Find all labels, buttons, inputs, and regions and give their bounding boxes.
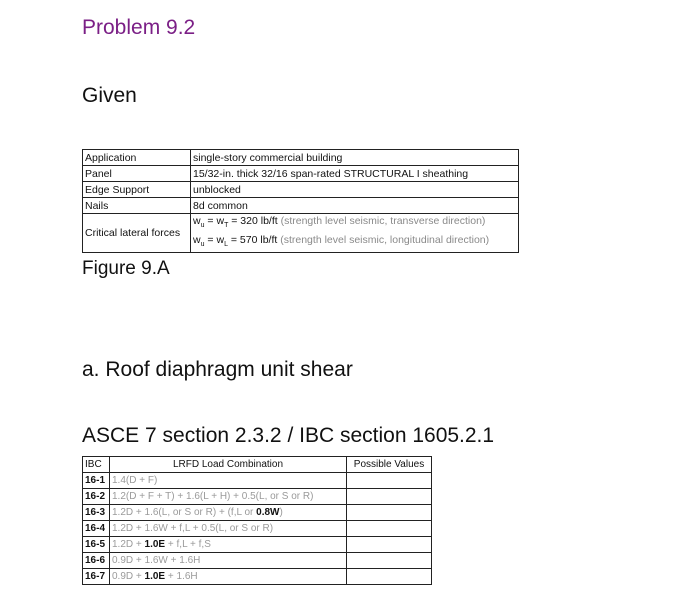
part-a-heading: a. Roof diaphragm unit shear: [82, 358, 353, 381]
table-row: [83, 569, 432, 585]
possible-values-cell[interactable]: [347, 553, 432, 569]
force-line-longitudinal: $w_u = w_L = 570$ lb/ft (strength level seismic, longitudinal direction): [193, 234, 490, 249]
combo-formula: 0.9D + 1.0E + 1.6H: [110, 569, 347, 585]
table-row: [83, 505, 432, 521]
given-row: [83, 198, 519, 214]
given-value-forces: [191, 214, 519, 253]
possible-values-cell[interactable]: [347, 569, 432, 585]
header-combo: LRFD Load Combination: [110, 457, 347, 473]
table-row: [83, 489, 432, 505]
lrfd-header-row: [83, 457, 432, 473]
combo-id: 16-1: [83, 473, 110, 489]
combo-formula: 1.2D + 1.0E + f,L + f,S: [110, 537, 347, 553]
combo-formula: 1.2D + 1.6(L, or S or R) + (f,L or 0.8W): [110, 505, 347, 521]
given-row: [83, 182, 519, 198]
possible-values-cell[interactable]: [347, 473, 432, 489]
combo-formula: 0.9D + 1.6W + 1.6H: [110, 553, 347, 569]
given-key: Nails: [83, 198, 191, 214]
combo-formula: 1.2D + 1.6W + f,L + 0.5(L, or S or R): [110, 521, 347, 537]
given-row: [83, 166, 519, 182]
asce-heading: ASCE 7 section 2.3.2 / IBC section 1605.2.1: [82, 424, 495, 447]
header-ibc: IBC: [83, 457, 110, 473]
given-heading: Given: [82, 84, 137, 107]
table-row: [83, 553, 432, 569]
given-value: single-story commercial building: [191, 150, 519, 166]
table-row: [83, 473, 432, 489]
force-line-transverse: $w_u = w_T = 320$ lb/ft (strength level seismic, transverse direction): [193, 215, 486, 230]
given-key: Panel: [83, 166, 191, 182]
possible-values-cell[interactable]: [347, 521, 432, 537]
page-title: Problem 9.2: [82, 16, 196, 39]
table-row: [83, 521, 432, 537]
header-possible-values: Possible Values: [347, 457, 432, 473]
lrfd-table: [82, 456, 432, 585]
possible-values-cell[interactable]: [347, 537, 432, 553]
given-value: 15/32-in. thick 32/16 span-rated STRUCTURAL I sheathing: [191, 166, 519, 182]
figure-label: Figure 9.A: [82, 258, 170, 279]
given-row: [83, 150, 519, 166]
given-key: Application: [83, 150, 191, 166]
given-value: unblocked: [191, 182, 519, 198]
given-table: [82, 149, 519, 253]
combo-id: 16-3: [83, 505, 110, 521]
table-row: [83, 537, 432, 553]
given-row-critical: [83, 214, 519, 253]
possible-values-cell[interactable]: [347, 505, 432, 521]
combo-id: 16-7: [83, 569, 110, 585]
combo-id: 16-6: [83, 553, 110, 569]
combo-id: 16-5: [83, 537, 110, 553]
combo-formula: 1.2(D + F + T) + 1.6(L + H) + 0.5(L, or S or R): [110, 489, 347, 505]
given-key: Critical lateral forces: [83, 214, 191, 253]
possible-values-cell[interactable]: [347, 489, 432, 505]
given-key: Edge Support: [83, 182, 191, 198]
combo-id: 16-2: [83, 489, 110, 505]
given-value: 8d common: [191, 198, 519, 214]
combo-formula: 1.4(D + F): [110, 473, 347, 489]
combo-id: 16-4: [83, 521, 110, 537]
